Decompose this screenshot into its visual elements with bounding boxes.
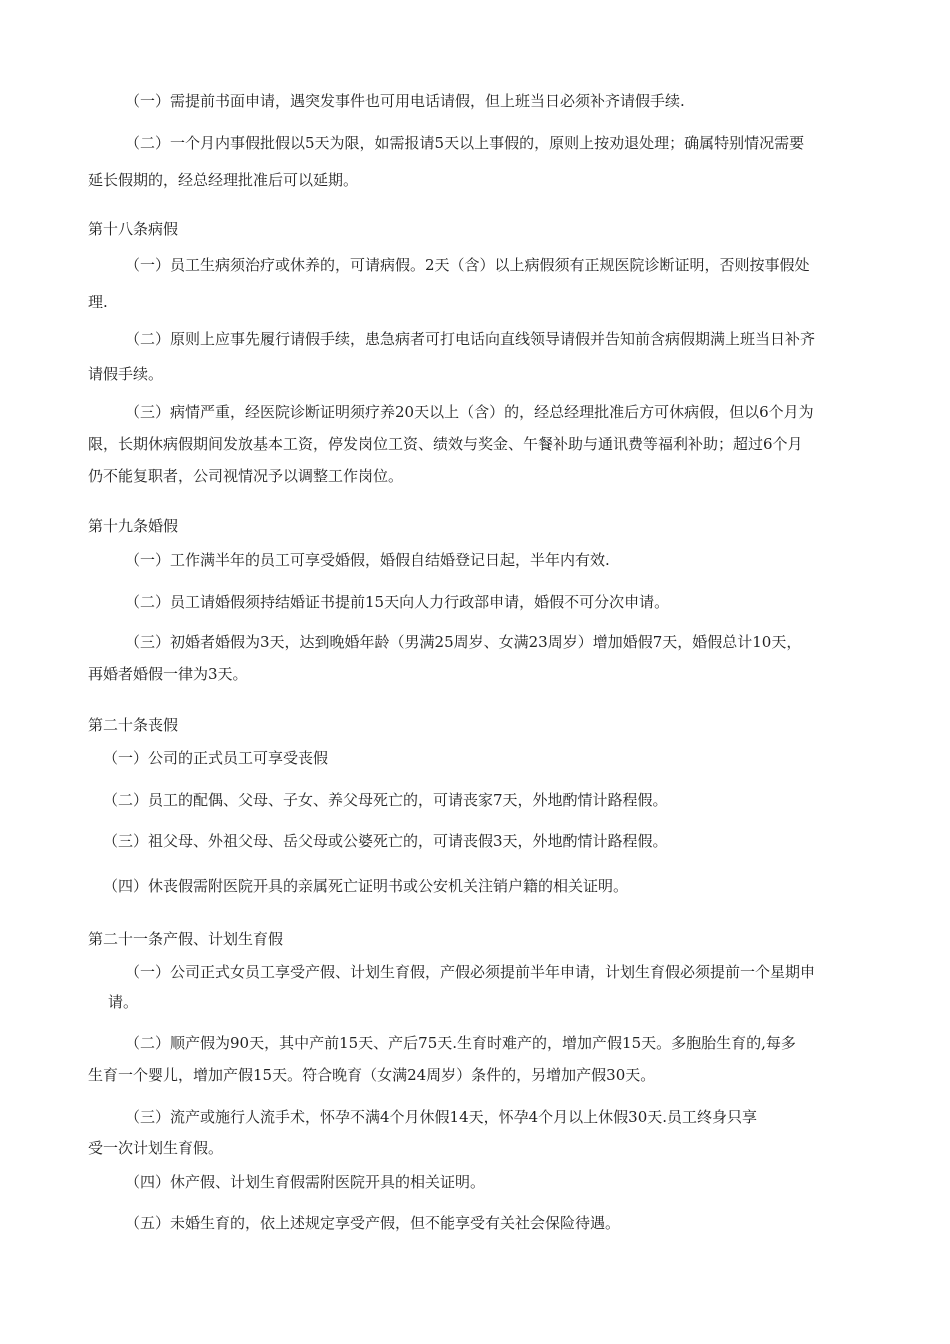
text-line: （一）员工生病须治疗或休养的，可请病假。2天（含）以上病假须有正规医院诊断证明，否则按事假处	[125, 256, 810, 274]
text-line: 理.	[88, 293, 108, 311]
section-heading: 第二十一条产假、计划生育假	[88, 930, 284, 948]
text-line: 再婚者婚假一律为3天。	[88, 665, 248, 683]
text-line: （三）初婚者婚假为3天，达到晚婚年龄（男满25周岁、女满23周岁）增加婚假7天，婚假总计10天，	[125, 633, 802, 651]
section-heading: 第十八条病假	[88, 220, 179, 238]
text-line: 生育一个婴儿，增加产假15天。符合晚育（女满24周岁）条件的，另增加产假30天。	[88, 1066, 656, 1084]
text-line: （四）休丧假需附医院开具的亲属死亡证明书或公安机关注销户籍的相关证明。	[103, 877, 629, 895]
text-line: 仍不能复职者，公司视情况予以调整工作岗位。	[88, 467, 404, 485]
text-line: （三）流产或施行人流手术，怀孕不满4个月休假14天，怀孕4个月以上休假30天.员工终身只享	[125, 1108, 758, 1126]
text-line: （二）一个月内事假批假以5天为限，如需报请5天以上事假的，原则上按劝退处理；确属特别情况需要	[125, 134, 805, 152]
text-line: （二）顺产假为90天，其中产前15天、产后75天.生育时难产的，增加产假15天。多胞胎生育的,每多	[125, 1034, 796, 1052]
text-line: （二）员工的配偶、父母、子女、养父母死亡的，可请丧家7天，外地酌情计路程假。	[103, 791, 668, 809]
text-line: 受一次计划生育假。	[88, 1139, 224, 1157]
text-line: （三）祖父母、外祖父母、岳父母或公婆死亡的，可请丧假3天，外地酌情计路程假。	[103, 832, 668, 850]
text-line: 限，长期休病假期间发放基本工资，停发岗位工资、绩效与奖金、午餐补助与通讯费等福利补助；超过6个月	[88, 435, 803, 453]
text-line: （一）需提前书面申请，遇突发事件也可用电话请假，但上班当日必须补齐请假手续.	[125, 92, 685, 110]
text-line: （四）休产假、计划生育假需附医院开具的相关证明。	[125, 1173, 486, 1191]
text-line: （二）员工请婚假须持结婚证书提前15天向人力行政部申请，婚假不可分次申请。	[125, 593, 670, 611]
section-heading: 第十九条婚假	[88, 517, 179, 535]
text-line: （三）病情严重，经医院诊断证明须疗养20天以上（含）的，经总经理批准后方可休病假，但以6个月为	[125, 403, 814, 421]
text-line: 延长假期的，经总经理批准后可以延期。	[88, 171, 359, 189]
text-line: （五）未婚生育的，依上述规定享受产假，但不能享受有关社会保险待遇。	[125, 1214, 621, 1232]
text-line: 请假手续。	[88, 365, 164, 383]
section-heading: 第二十条丧假	[88, 716, 179, 734]
text-line: （一）公司的正式员工可享受丧假	[103, 749, 329, 767]
text-line: （二）原则上应事先履行请假手续，患急病者可打电话向直线领导请假并告知前含病假期满上班当日补齐	[125, 330, 816, 348]
text-line: （一）公司正式女员工享受产假、计划生育假，产假必须提前半年申请，计划生育假必须提前一个星期申	[125, 963, 816, 981]
text-line: 请。	[108, 993, 139, 1011]
text-line: （一）工作满半年的员工可享受婚假，婚假自结婚登记日起，半年内有效.	[125, 551, 610, 569]
